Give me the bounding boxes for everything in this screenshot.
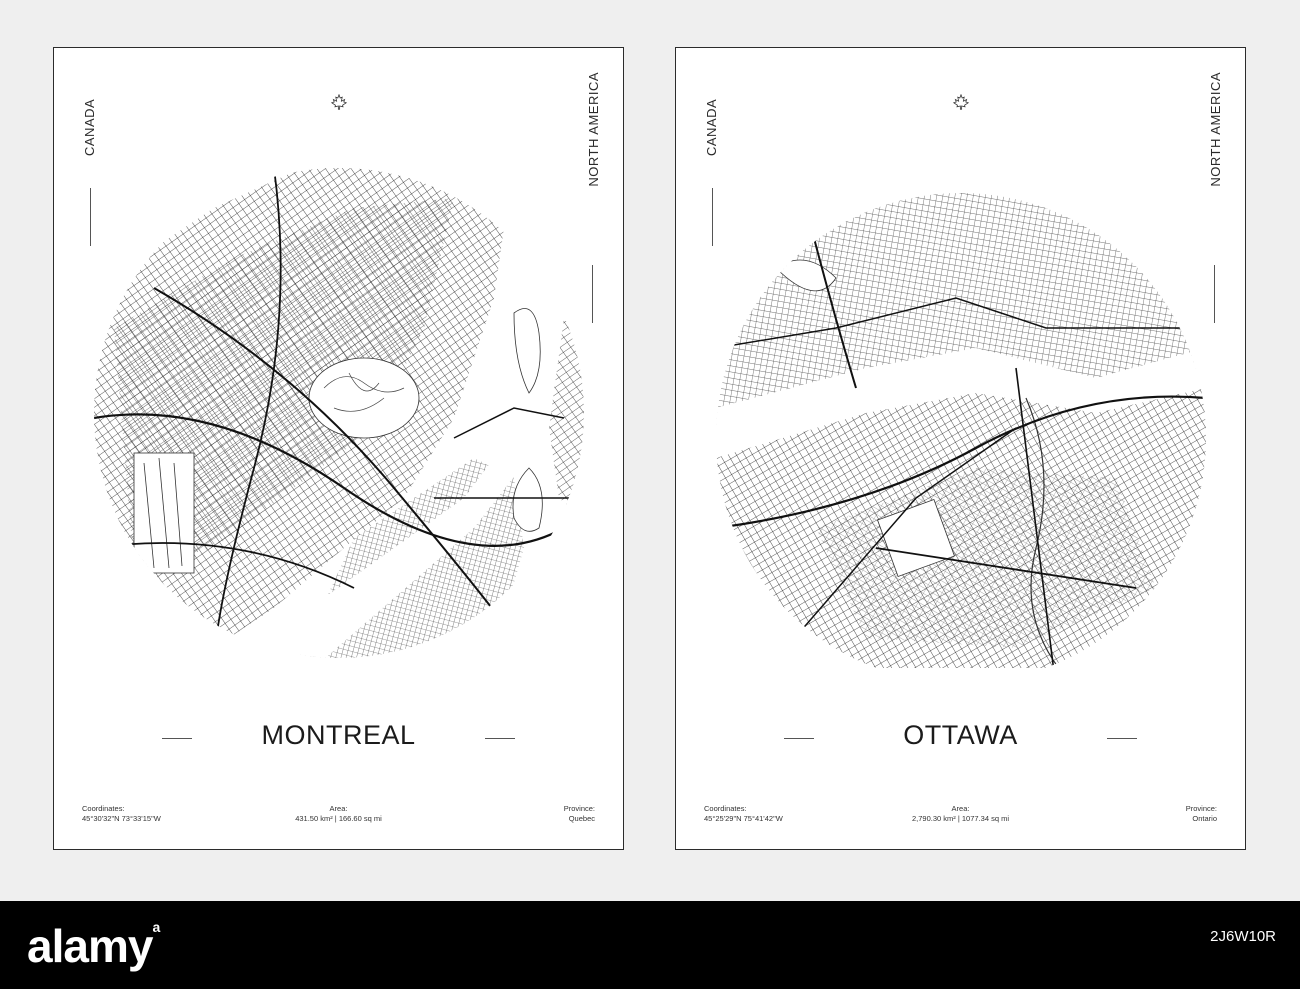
country-label: CANADA [82, 98, 97, 156]
province-value: Quebec [568, 813, 595, 823]
coordinates-value: 45°30'32"N 73°33'15"W [82, 813, 161, 823]
country-divider [90, 188, 91, 246]
city-title: OTTAWA [903, 720, 1018, 750]
province-block [564, 804, 595, 823]
country-divider [712, 188, 713, 246]
watermark-image-id: 2J6W10R [1210, 928, 1276, 945]
poster-montreal [53, 47, 624, 850]
region-label: NORTH AMERICA [1208, 72, 1223, 187]
coordinates-label: Coordinates: [704, 804, 747, 813]
title-rule-right [485, 738, 515, 739]
country-label: CANADA [704, 98, 719, 156]
coordinates-label: Coordinates: [82, 804, 125, 813]
region-divider [592, 265, 593, 323]
province-label: Province: [563, 804, 595, 813]
area-value: 2,790.30 km² | 1077.34 sq mi [911, 813, 1009, 823]
montreal-street-map [94, 168, 584, 668]
region-divider [1214, 265, 1215, 323]
coordinates-value: 45°25'29"N 75°41'42"W [704, 813, 783, 823]
area-label: Area: [329, 804, 348, 813]
province-value: Ontario [1192, 813, 1217, 823]
maple-leaf-icon [331, 94, 347, 110]
ottawa-street-map [716, 168, 1206, 668]
area-block [676, 804, 1245, 823]
province-block [1186, 804, 1217, 823]
region-label: NORTH AMERICA [586, 72, 601, 187]
area-block [54, 804, 623, 823]
watermark-logo: alamy$^a$ [27, 919, 160, 972]
title-rule-right [1107, 738, 1137, 739]
watermark-strip [0, 901, 1300, 989]
province-label: Province: [1185, 804, 1217, 813]
maple-leaf-icon [953, 94, 969, 110]
poster-ottawa [675, 47, 1246, 850]
area-value: 431.50 km² | 166.60 sq mi [295, 813, 382, 823]
city-title: MONTREAL [261, 720, 416, 750]
area-label: Area: [951, 804, 970, 813]
